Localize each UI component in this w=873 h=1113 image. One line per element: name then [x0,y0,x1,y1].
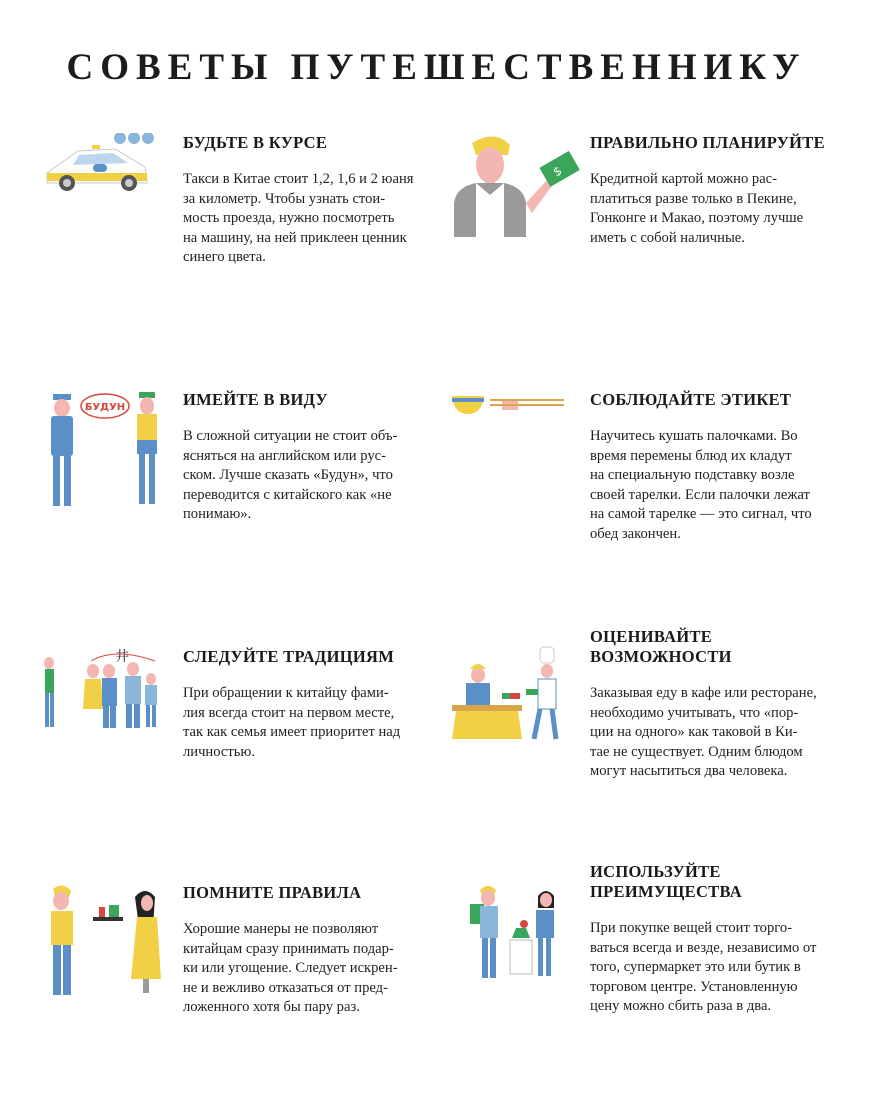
tip-use-advantages [450,862,858,1092]
tip-keep-in-mind [43,390,451,620]
gift-icon [43,883,173,1013]
speech-bubble-icon [43,390,173,520]
bargain-icon [450,882,580,1012]
tip-body: Кредитной картой можно рас- платиться разве только в Пекине, Гонконге и Макао, поэтому лучше иметь с собой наличные. [590,171,804,246]
tip-heading: ИМЕЙТЕ В ВИДУ [183,390,328,409]
tip-plan-correctly [450,133,858,363]
tip-heading: СОБЛЮДАЙТЕ ЭТИКЕТ [590,390,792,409]
chopsticks-icon [450,390,580,520]
tip-body: Хорошие манеры не позволяют китайцам сразу принимать подар- ки или угощение. Следует искрен- не и вежливо отказаться от пред- ложенного хотя бы пару раз. [183,921,398,1016]
family-icon [43,647,173,777]
tip-heading: ПОМНИТЕ ПРАВИЛА [183,883,362,902]
tip-body: При обращении к китайцу фами- лия всегда стоит на первом месте, так как семья имеет приоритет над личностью. [183,685,401,760]
tip-heading: ОЦЕНИВАЙТЕ ВОЗМОЖНОСТИ [590,627,732,666]
tip-body: В сложной ситуации не стоит объ- ясняться на английском или рус- ском. Лучше сказать «Будун», что переводится с китайского как «не понимаю». [183,428,398,523]
tip-heading: СЛЕДУЙТЕ ТРАДИЦИЯМ [183,647,395,666]
tip-body: Научитесь кушать палочками. Во время перемены блюд их кладут на специальную подставку возле своей тарелки. Если палочки лежат на самой тарелке — это сигнал, что обед закончен. [590,428,812,542]
family-glyph: 井 [115,649,129,665]
tip-be-informed [43,133,451,363]
tip-remember-rules [43,883,451,1113]
tip-heading: ПРАВИЛЬНО ПЛАНИРУЙТЕ [590,133,825,152]
tip-observe-etiquette [450,390,858,620]
speech-bubble-text: БУДУН [84,402,126,413]
tip-heading: ИСПОЛЬЗУЙТЕ ПРЕИМУЩЕСТВА [590,862,742,901]
taxi-icon [43,133,173,263]
tip-body: Такси в Китае стоит 1,2, 1,6 и 2 юаня за километр. Чтобы узнать стои- мость проезда, нужно посмотреть на машину, на ней приклеен ценник синего цвета. [183,171,414,266]
tip-body: При покупке вещей стоит торго- ваться всегда и везде, независимо от того, супермаркет это или бутик в торговом центре. Установленную цену можно сбить раза в два. [590,920,817,1015]
tip-assess-possibilities [450,627,858,857]
svg-text:$: $ [550,163,565,180]
tip-follow-traditions [43,647,451,877]
tip-body: Заказывая еду в кафе или ресторане, необходимо учитывать, что «пор- ции на одного» как таковой в Ки- тае не существует. Одним блюдом могут насытиться два человека. [590,685,817,780]
cash-icon [450,133,580,263]
page-title: СОВЕТЫ ПУТЕШЕСТВЕННИКУ [66,47,807,88]
restaurant-icon [450,645,580,775]
tip-heading: БУДЬТЕ В КУРСЕ [183,133,328,152]
